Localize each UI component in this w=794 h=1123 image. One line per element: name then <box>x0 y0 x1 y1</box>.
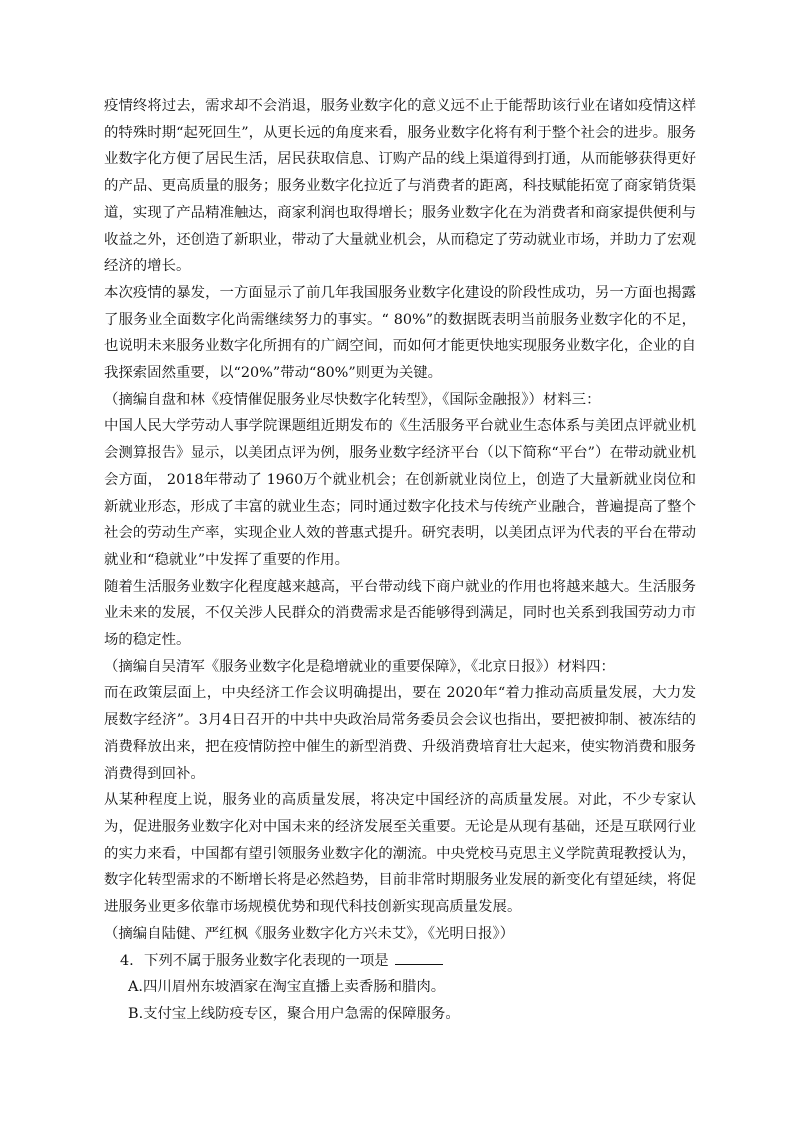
question-4 <box>120 948 712 975</box>
source-citation-2: （摘编自吴清军《服务业数字化是稳增就业的重要保障》，《北京日报》）材料四： <box>104 658 615 675</box>
option-a: A.四川眉州东坡酒家在淘宝直播上卖香肠和腊肉。 <box>128 979 446 996</box>
source-citation-3: （摘编自陆健、严红枫《服务业数字化方兴未艾》，《光明日报》） <box>104 925 515 942</box>
paragraph-6: 从某种程度上说，服务业的高质量发展，将决定中国经济的高质量发展。对此，不少专家认为，促进服务业数字化对中国未来的经济发展至关重要。无论是从现有基础，还是互联网行业的实力来看，中国都有望引领服务业数字化的潮流。中央党校马克思主义学院黄琨教授认为，数字化转型需求的不断增长将是必然趋势，目前非常时期服务业发展的新变化有望延续，将促进服务业更多依靠市场规模优势和现代科技创新实现高质量发展。 <box>104 792 696 916</box>
question-number: 4. <box>120 952 134 969</box>
answer-blank <box>395 950 443 965</box>
document-body <box>104 93 696 1028</box>
paragraph-3: 中国人民大学劳动人事学院课题组近期发布的《生活服务平台就业生态体系与美团点评就业机会测算报告》显示，以美团点评为例，服务业数字经济平台（以下简称“平台”）在带动就业机会方面， 2018年带动了 1960万个就业机会；在创新就业岗位上，创造了大量新就业岗位和新就业形态，形成了丰富的就业生态；同时通过数字化技术与传统产业融合，普遍提高了整个社会的劳动生产率，实现企业人效的普惠式提升。研究表明，以美团点评为代表的平台在带动就业和“稳就业”中发挥了重要的作用。 <box>104 418 696 568</box>
paragraph-2: 本次疫情的暴发，一方面显示了前几年我国服务业数字化建设的阶段性成功，另一方面也揭露了服务业全面数字化尚需继续努力的事实。“ 80%”的数据既表明当前服务业数字化的不足，也说明未来服务业数字化所拥有的广阔空间，而如何才能更快地实现服务业数字化，企业的自我探索固然重要，以“20%”带动“80%”则更为关键。 <box>104 284 696 382</box>
option-b: B.支付宝上线防疫专区，聚合用户急需的保障服务。 <box>128 1005 460 1022</box>
source-citation-1: （摘编自盘和林《疫情催促服务业尽快数字化转型》，《国际金融报》）材料三： <box>104 391 601 408</box>
paragraph-1: 疫情终将过去，需求却不会消退，服务业数字化的意义远不止于能帮助该行业在诸如疫情这样的特殊时期“起死回生”，从更长远的角度来看，服务业数字化将有利于整个社会的进步。服务业数字化方便了居民生活，居民获取信息、订购产品的线上渠道得到打通，从而能够获得更好的产品、更高质量的服务；服务业数字化拉近了与消费者的距离，科技赋能拓宽了商家销货渠道，实现了产品精准触达，商家利润也取得增长；服务业数字化在为消费者和商家提供便利与收益之外，还创造了新职业，带动了大量就业机会，从而稳定了劳动就业市场，并助力了宏观经济的增长。 <box>104 98 696 275</box>
question-text: 下列不属于服务业数字化表现的一项是 <box>144 952 389 969</box>
paragraph-4: 随着生活服务业数字化程度越来越高，平台带动线下商户就业的作用也将越来越大。生活服务业未来的发展，不仅关涉人民群众的消费需求是否能够得到满足，同时也关系到我国劳动力市场的稳定性。 <box>104 578 696 649</box>
paragraph-5: 而在政策层面上，中央经济工作会议明确提出，要在 2020年“着力推动高质量发展，大力发展数字经济”。3月4日召开的中共中央政治局常务委员会会议也指出，要把被抑制、被冻结的消费释放出来，把在疫情防控中催生的新型消费、升级消费培育壮大起来，使实物消费和服务消费得到回补。 <box>104 685 696 782</box>
